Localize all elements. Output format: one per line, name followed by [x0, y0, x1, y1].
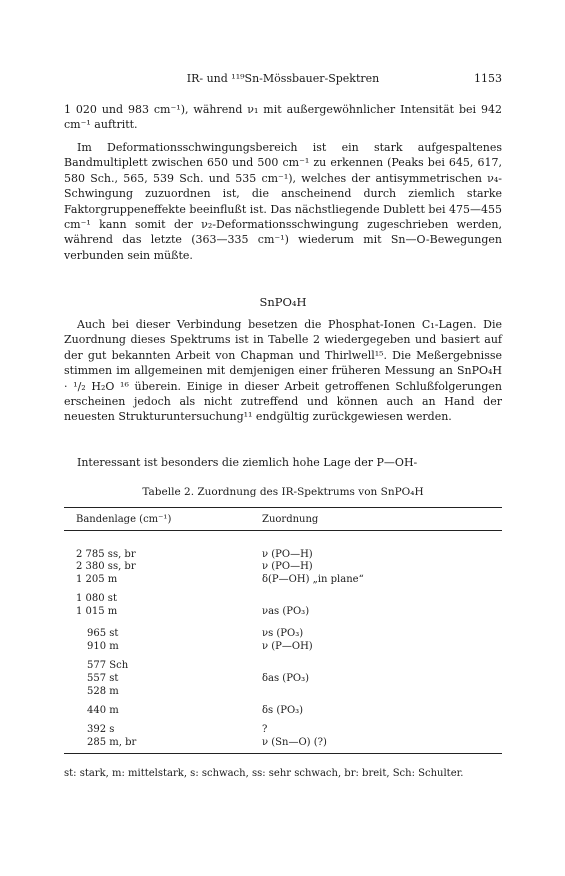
table-cell-assignment: δas (PO₃): [262, 673, 310, 684]
table-cell-band: 440 m: [87, 705, 119, 716]
table-cell-band: 557 st: [87, 673, 119, 684]
column-header-band: Bandenlage (cm⁻¹): [76, 514, 172, 525]
table-cell-band: 2 785 ss, br: [76, 549, 136, 560]
paragraph-4: Interessant ist besonders die ziemlich hohe Lage der P—OH-: [77, 456, 418, 469]
table-cell-assignment: δ(P—OH) „in plane“: [262, 574, 364, 585]
table-bottom-rule: [64, 753, 502, 754]
column-header-assignment: Zuordnung: [262, 514, 319, 525]
section-title: SnPO₄H: [259, 295, 307, 309]
table-cell-band: 1 080 st: [76, 593, 117, 604]
table-cell-band: 528 m: [87, 686, 119, 697]
table-cell-band: 577 Sch: [87, 660, 129, 671]
table-cell-assignment: νs (PO₃): [262, 628, 304, 639]
table-cell-band: 285 m, br: [87, 737, 137, 748]
table-caption: Tabelle 2. Zuordnung des IR-Spektrums von SnPO₄H: [142, 486, 424, 498]
table-cell-assignment: ν (PO—H): [262, 549, 313, 560]
table-cell-band: 1 205 m: [76, 574, 118, 585]
table-cell-band: 965 st: [87, 628, 119, 639]
header-title: IR- und ¹¹⁹Sn-Mössbauer-Spektren: [186, 72, 380, 85]
table-cell-band: 392 s: [87, 724, 115, 735]
table-header-rule: [64, 530, 502, 531]
paragraph-1: 1 020 und 983 cm⁻¹), während ν₁ mit außergewöhnlicher Intensität bei 942 cm⁻¹ auftritt.: [64, 103, 502, 132]
table-cell-assignment: νas (PO₃): [262, 606, 310, 617]
table-cell-assignment: ν (Sn—O) (?): [262, 737, 327, 748]
table-cell-band: 2 380 ss, br: [76, 561, 136, 572]
table-footnote: st: stark, m: mittelstark, s: schwach, ss: sehr schwach, br: breit, Sch: Schulter.: [64, 768, 464, 779]
table-cell-assignment: ν (P—OH): [262, 641, 313, 652]
table-top-rule: [64, 507, 502, 508]
table-cell-assignment: ν (PO—H): [262, 561, 313, 572]
table-cell-band: 910 m: [87, 641, 119, 652]
paragraph-3: Auch bei dieser Verbindung besetzen die Phosphat-Ionen C₁-Lagen. Die Zuordnung dieses Spektrums ist in Tabelle 2 wiedergegeben und basiert auf der gut bekannten Arbeit von Chapman und Thirlwell¹⁵. Die Meßergebnisse stimmen im allgemeinen mit demjenigen einer früheren Messung an SnPO₄H · ¹/₂ H₂O ¹⁶ überein. Einige in dieser Arbeit getroffenen Schlußfolgerungen erscheinen jedoch als nicht zutreffend und können auch an Hand der neuesten Strukturuntersuchung¹¹ endgültig zurückgewiesen werden.: [64, 318, 502, 424]
paragraph-2: Im Deformationsschwingungsbereich ist ein stark aufgespaltenes Bandmultiplett zwischen 650 und 500 cm⁻¹ zu erkennen (Peaks bei 645, 617, 580 Sch., 565, 539 Sch. und 535 cm⁻¹), welches der antisymmetrischen ν₄-Schwingung zuzuordnen ist, die anscheinend durch ziemlich starke Faktorgruppeneffekte beeinflußt ist. Das nächstliegende Dublett bei 475—455 cm⁻¹ kann somit der ν₂-Deformationsschwingung zugeschrieben werden, während das letzte (363—335 cm⁻¹) wiederum mit Sn—O-Bewegungen verbunden sein müßte.: [64, 141, 502, 262]
table-cell-band: 1 015 m: [76, 606, 118, 617]
table-cell-assignment: δs (PO₃): [262, 705, 304, 716]
table-cell-assignment: ?: [262, 724, 268, 735]
page-number: 1153: [474, 72, 502, 85]
